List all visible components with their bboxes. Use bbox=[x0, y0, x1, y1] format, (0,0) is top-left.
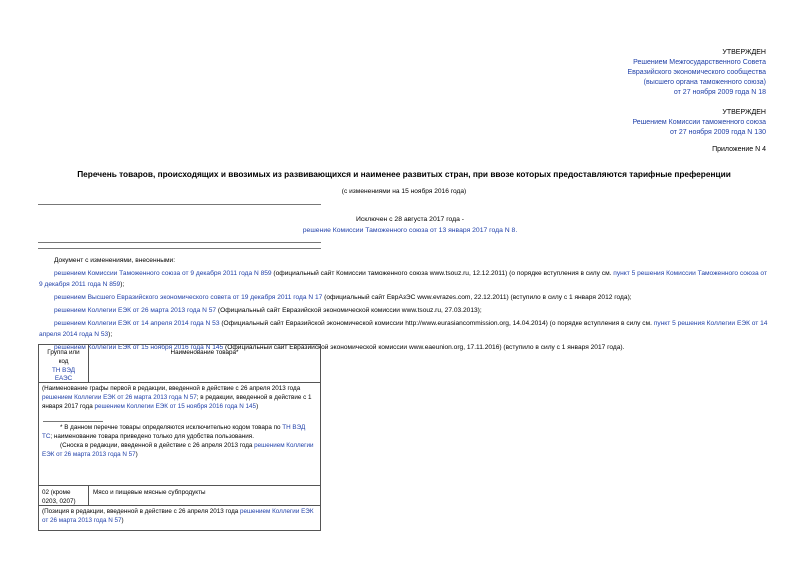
col1-header bbox=[39, 349, 88, 384]
changes-item bbox=[39, 292, 769, 303]
change-tail: ); bbox=[120, 281, 125, 288]
appendix-label: Приложение N 4 bbox=[712, 146, 766, 153]
approval-block-1 bbox=[628, 48, 766, 98]
note-link[interactable]: решением Коллегии ЕЭК от 26 марта 2013 года N 57 bbox=[42, 508, 314, 524]
footnote-text: (Сноска в редакции, введенной в действие с 26 апреля 2013 года bbox=[60, 442, 255, 449]
page-title: Перечень товаров, происходящих и ввозимых из развивающихся и наименее развитых стран, при ввозе которых предоставляются тарифные преференции bbox=[77, 169, 731, 179]
change-link[interactable]: решением Коллегии ЕЭК от 26 марта 2013 года N 57 bbox=[54, 307, 217, 314]
note-text: ) bbox=[121, 516, 124, 524]
table-col-divider bbox=[88, 485, 89, 505]
changes-intro: Документ с изменениями, внесенными: bbox=[54, 257, 176, 264]
footnote-link[interactable]: ТН ВЭД ТС bbox=[42, 424, 306, 440]
change-link[interactable]: решением Высшего Евразийского экономического совета от 19 декабря 2011 года N 17 bbox=[54, 294, 323, 301]
table-row-divider bbox=[39, 485, 320, 486]
col1-header-link[interactable]: ТН ВЭД bbox=[52, 366, 75, 374]
change-tail: ); bbox=[108, 331, 113, 338]
change-text: (Официальный сайт Евразийской экономической комиссии www.eaeunion.org, 17.11.2016) (вступило в силу с 1 января 2017 года). bbox=[223, 344, 625, 351]
table-cell-name: Мясо и пищевые мясные субпродукты bbox=[93, 489, 206, 496]
change-text: (Официальный сайт Евразийской экономической комиссии www.tsouz.ru, 27.03.2013); bbox=[216, 307, 482, 314]
approval-1-line[interactable]: Решением Межгосударственного Совета bbox=[633, 59, 766, 66]
col1-header-line: Группа или bbox=[47, 349, 80, 356]
col1-header-link[interactable]: ЕАЭС bbox=[54, 375, 73, 383]
excluded-notice bbox=[150, 216, 670, 236]
footnote-text: * В данном перечне товары определяются исключительно кодом товара по bbox=[60, 424, 283, 431]
note-text: (Позиция в редакции, введенной в действие с 26 апреля 2013 года bbox=[42, 508, 240, 515]
change-link[interactable]: решением Коллегии ЕЭК от 15 ноября 2016 года N 145 bbox=[54, 344, 224, 351]
col1-header-line: код bbox=[58, 357, 69, 365]
excluded-link[interactable]: решение Комиссии Таможенного союза от 13 января 2017 года N 8. bbox=[302, 227, 518, 235]
table-note-1 bbox=[42, 385, 317, 411]
approval-1-line[interactable]: Евразийского экономического сообщества bbox=[627, 69, 766, 76]
approval-2-line[interactable]: от 27 ноября 2009 года N 130 bbox=[670, 129, 766, 136]
approval-2-head: УТВЕРЖДЕН bbox=[722, 109, 766, 116]
approval-1-line[interactable]: (высшего органа таможенного союза) bbox=[643, 79, 766, 86]
changes-item bbox=[39, 318, 769, 340]
subtitle: (с изменениями на 15 ноября 2016 года) bbox=[341, 188, 467, 195]
approval-block-2 bbox=[632, 108, 766, 138]
table-footnote bbox=[42, 424, 317, 442]
change-link[interactable]: решением Коллегии ЕЭК от 14 апреля 2014 года N 53 bbox=[54, 320, 220, 327]
note-link[interactable]: решением Коллегии ЕЭК от 15 ноября 2016 года N 145 bbox=[94, 402, 257, 410]
note-text: (Наименование графы первой в редакции, введенной в действие с 26 апреля 2013 года bbox=[42, 385, 301, 392]
changes-list bbox=[39, 255, 769, 353]
divider bbox=[38, 242, 321, 243]
change-text: (официальный сайт ЕврАзЭС www.evrazes.com, 22.12.2011) (вступило в силу с 1 января 2012 года); bbox=[322, 294, 632, 301]
note-text: ; в редакции, введенной в действие с 1 января 2017 года bbox=[42, 393, 312, 410]
approval-2-line[interactable]: Решением Комиссии таможенного союза bbox=[632, 119, 766, 126]
divider bbox=[38, 204, 321, 205]
col2-header: Наименование товара* bbox=[170, 349, 239, 356]
footnote-text: ; наименование товара приведено только для удобства пользования. bbox=[50, 432, 254, 440]
table-cell-code: 02 (кроме 0203, 0207) bbox=[42, 489, 76, 505]
change-link-2[interactable]: пункт 5 решения Коллегии ЕЭК от 14 апреля 2014 года N 53 bbox=[39, 320, 768, 338]
changes-item bbox=[39, 268, 769, 290]
footnote-text: ) bbox=[135, 450, 138, 458]
table-row-divider bbox=[39, 505, 320, 506]
changes-item bbox=[39, 305, 769, 316]
note-text: ) bbox=[256, 402, 259, 410]
change-text: (официальный сайт Комиссии таможенного союза www.tsouz.ru, 12.12.2011) (о порядке вступления в силу см. bbox=[271, 270, 614, 277]
footnote-rule bbox=[43, 421, 103, 422]
table-footnote-source bbox=[42, 442, 317, 460]
change-text: (Официальный сайт Евразийской экономической комиссии http://www.eurasiancommission.org, 14.04.2014) (о порядке вступления в силу см. bbox=[219, 320, 654, 327]
table-note-2 bbox=[42, 508, 317, 526]
approval-1-line[interactable]: от 27 ноября 2009 года N 18 bbox=[673, 89, 766, 96]
footnote-link[interactable]: решением Коллегии ЕЭК от 26 марта 2013 года N 57 bbox=[42, 442, 314, 458]
approval-1-head: УТВЕРЖДЕН bbox=[722, 49, 766, 56]
note-link[interactable]: решением Коллегии ЕЭК от 26 марта 2013 года N 57 bbox=[42, 393, 197, 401]
goods-table bbox=[38, 344, 321, 531]
divider bbox=[38, 248, 321, 249]
excluded-text: Исключен с 28 августа 2017 года - bbox=[355, 216, 465, 223]
change-link-2[interactable]: пункт 5 решения Комиссии Таможенного союза от 9 декабря 2011 года N 859 bbox=[39, 270, 767, 288]
change-link[interactable]: решением Комиссии Таможенного союза от 9 декабря 2011 года N 859 bbox=[54, 270, 272, 277]
